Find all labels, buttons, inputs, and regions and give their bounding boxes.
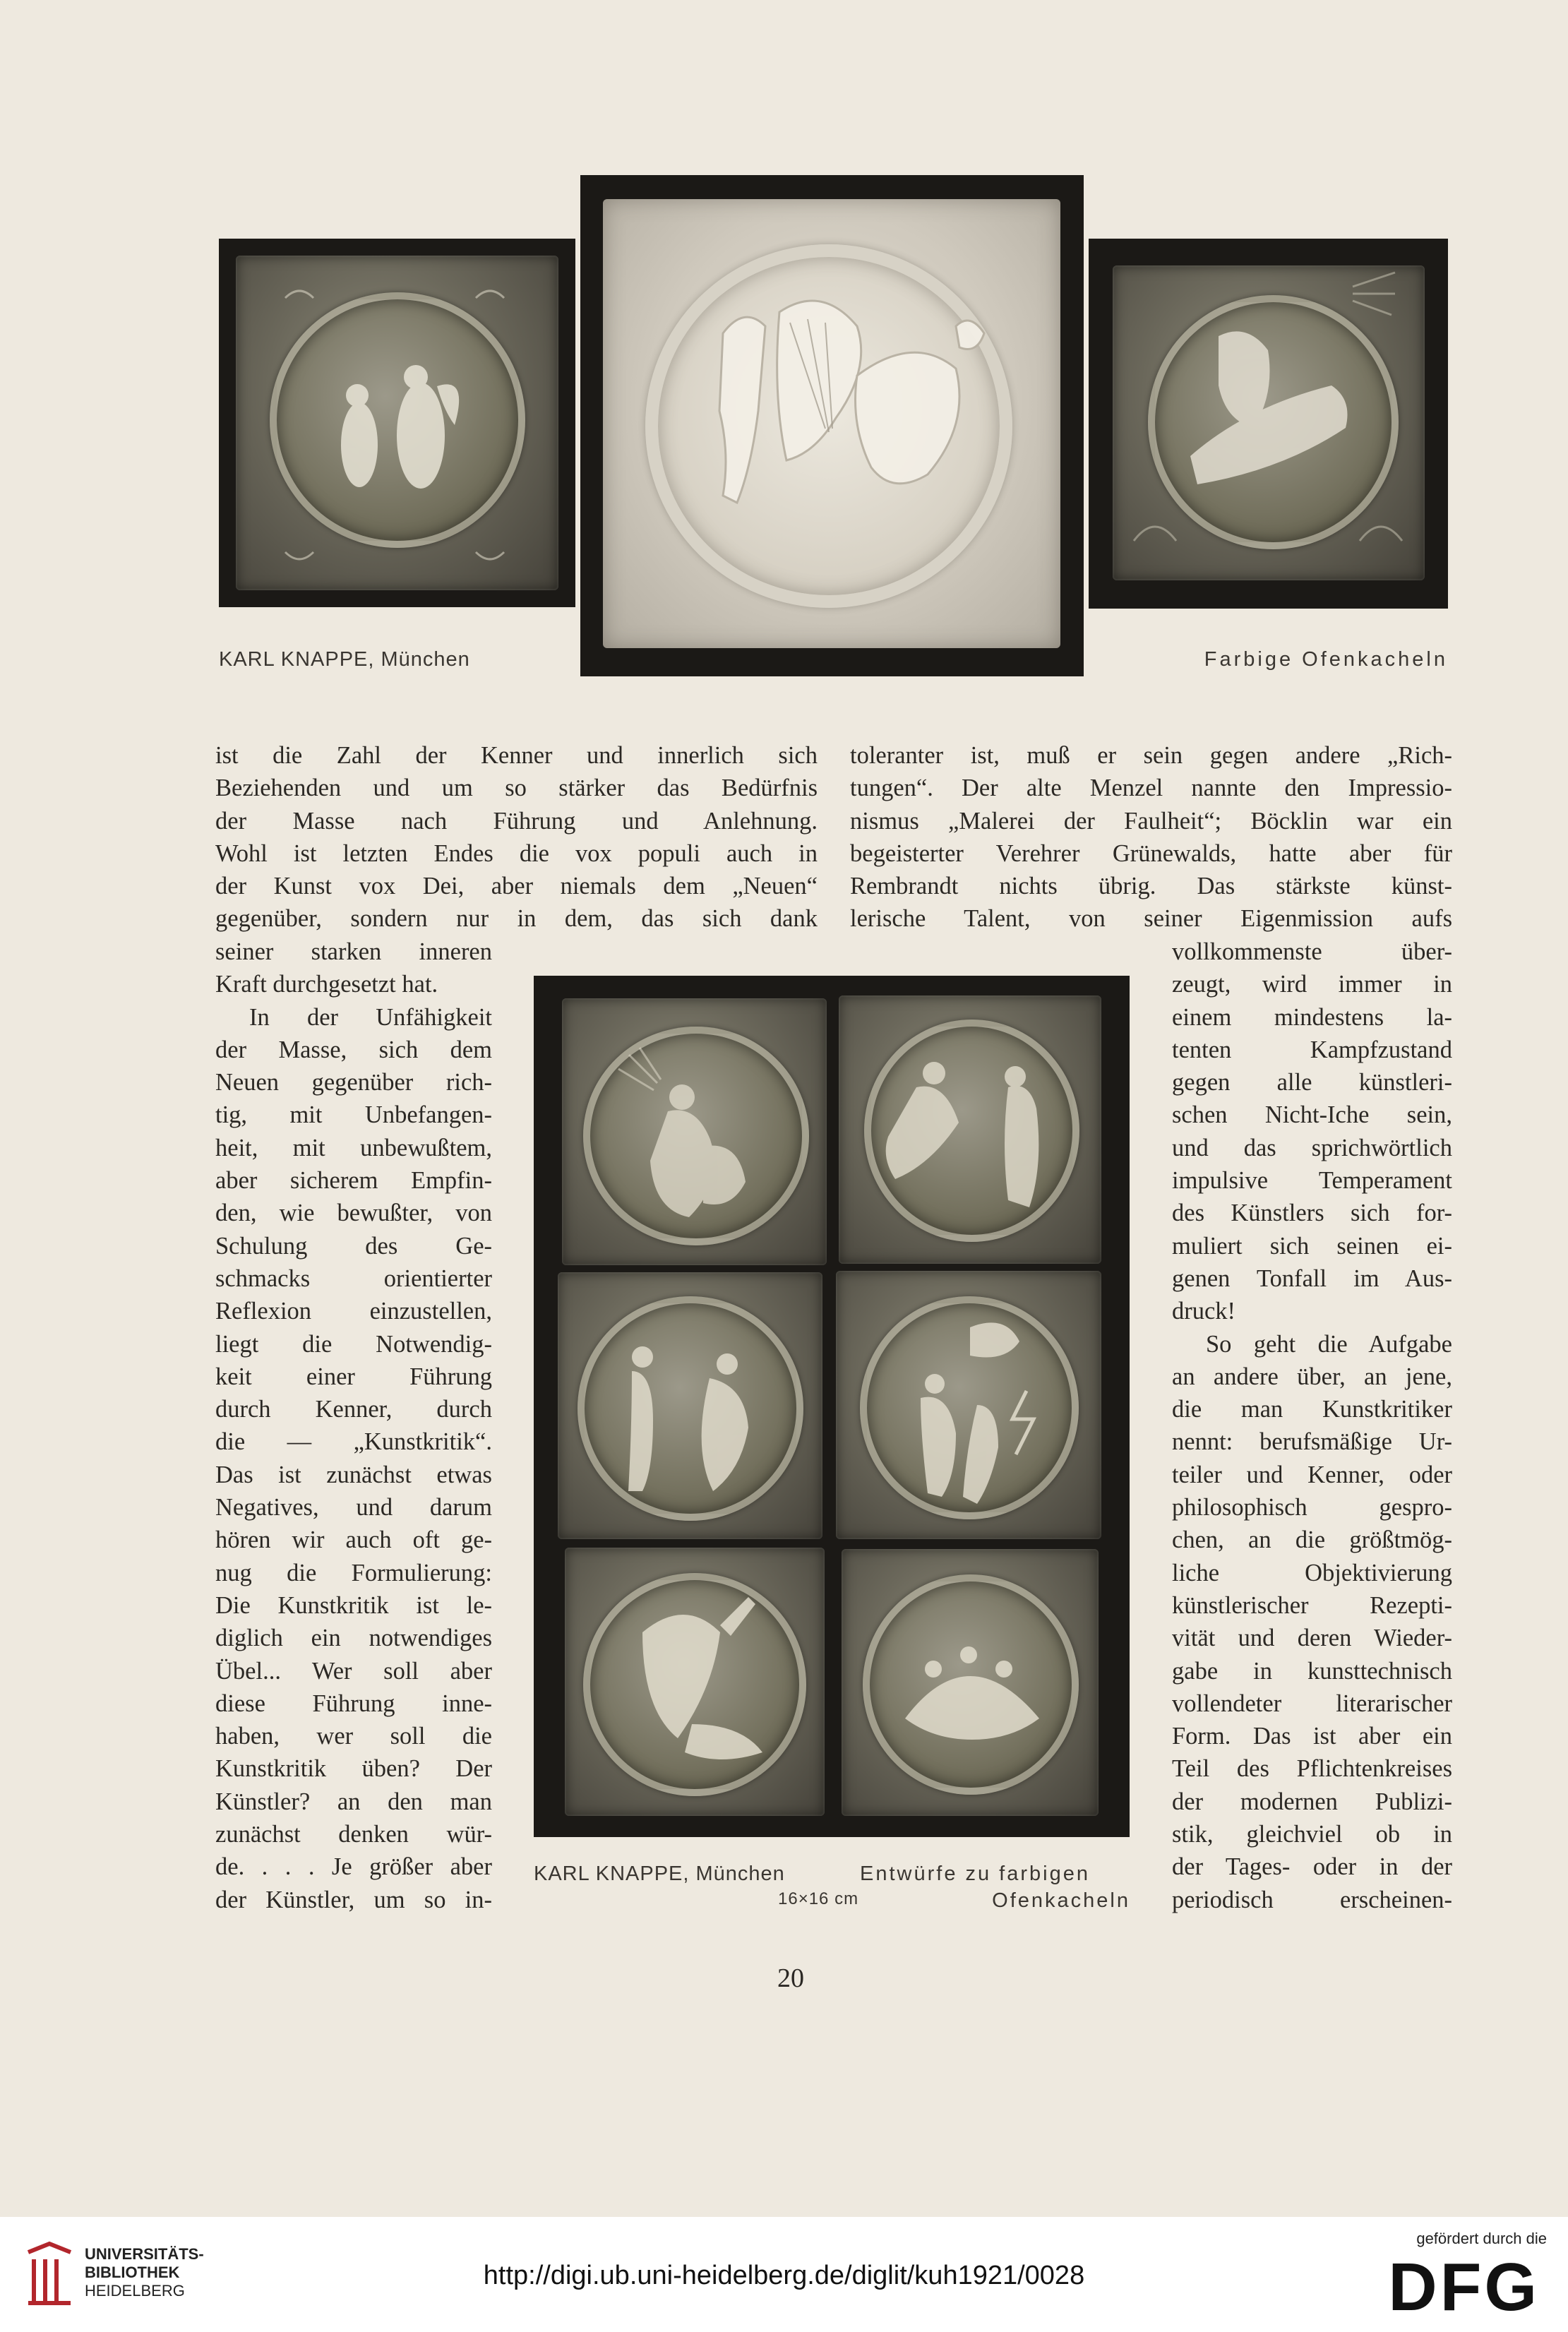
photo-tile-central-relief — [580, 175, 1084, 676]
text-line: begeisterter Verehrer Grünewalds, hatte aber für — [850, 839, 1452, 867]
library-line-2: BIBLIOTHEK — [85, 2264, 180, 2281]
inner-caption-title-2: Ofenkacheln — [992, 1889, 1130, 1912]
right-column-top — [850, 739, 1452, 935]
funding-note: gefördert durch die — [1416, 2230, 1547, 2247]
text-line: zunächst denken wür- — [215, 1821, 492, 1848]
dfg-logo: DFG — [1388, 2249, 1540, 2325]
left-column-narrow — [215, 935, 492, 1916]
text-line: tungen“. Der alte Menzel nannte den Impressio- — [850, 775, 1452, 802]
text-line: liche Objektivierung — [1172, 1559, 1452, 1586]
text-line: des Künstlers sich for- — [1172, 1200, 1452, 1227]
text-line: der modernen Publizi- — [1172, 1788, 1452, 1815]
left-column-top — [215, 739, 818, 935]
text-line: liegt die Notwendig- — [215, 1330, 492, 1358]
text-line: toleranter ist, muß er sein gegen andere „Rich- — [850, 742, 1452, 769]
text-line: stik, gleichviel ob in — [1172, 1821, 1452, 1848]
text-line: hören wir auch oft ge- — [215, 1526, 492, 1554]
text-line: der Kunst vox Dei, aber niemals dem „Neuen“ — [215, 873, 818, 900]
text-line: der Künstler, um so in- — [215, 1886, 492, 1913]
top-caption-title: Farbige Ofenkacheln — [1204, 648, 1448, 671]
inner-caption-title-1: Entwürfe zu farbigen — [860, 1862, 1090, 1885]
text-line: an andere über, an jene, — [1172, 1363, 1452, 1390]
text-line: Beziehenden und um so stärker das Bedürfnis — [215, 775, 818, 802]
tile-design-6 — [842, 1549, 1099, 1816]
text-line: zeugt, wird immer in — [1172, 971, 1452, 998]
source-url-link[interactable]: http://digi.ub.uni-heidelberg.de/diglit/kuh1921/0028 — [483, 2261, 1085, 2290]
text-line: durch Kenner, durch — [215, 1396, 492, 1423]
text-line: Übel... Wer soll aber — [215, 1657, 492, 1685]
text-line: die man Kunstkritiker — [1172, 1396, 1452, 1423]
text-line: den, wie bewußter, von — [215, 1200, 492, 1227]
text-line: keit einer Führung — [215, 1363, 492, 1390]
text-line: gabe in kunsttechnisch — [1172, 1657, 1452, 1685]
page-number: 20 — [777, 1963, 804, 1993]
text-line: Das ist zunächst etwas — [215, 1461, 492, 1488]
text-line: der Masse nach Führung und Anlehnung. — [215, 807, 818, 835]
text-line: Schulung des Ge- — [215, 1232, 492, 1260]
text-line: aber sicherem Empfin- — [215, 1167, 492, 1195]
text-line: künstlerischer Rezepti- — [1172, 1591, 1452, 1619]
text-line: Rembrandt nichts übrig. Das stärkste künst- — [850, 873, 1452, 900]
text-line: Die Kunstkritik ist le- — [215, 1591, 492, 1619]
text-line: gegen alle künstleri- — [1172, 1069, 1452, 1096]
text-line: der Masse, sich dem — [215, 1036, 492, 1063]
text-line: muliert sich seinen ei- — [1172, 1232, 1452, 1260]
tile-design-5 — [565, 1548, 825, 1816]
text-line: teiler und Kenner, oder — [1172, 1461, 1452, 1488]
text-line: vität und deren Wieder- — [1172, 1625, 1452, 1652]
text-line: lerische Talent, von seiner Eigenmission aufs — [850, 905, 1452, 933]
tile-design-1 — [562, 998, 827, 1265]
digitization-footer — [0, 2217, 1568, 2332]
text-line: chen, an die größtmög- — [1172, 1526, 1452, 1554]
text-line: schen Nicht-Iche sein, — [1172, 1101, 1452, 1129]
text-line: vollendeter literarischer — [1172, 1690, 1452, 1717]
text-line: de. . . . Je größer aber — [215, 1853, 492, 1881]
text-line: heit, mit unbewußtem, — [215, 1134, 492, 1161]
text-line: schmacks orientierter — [215, 1264, 492, 1292]
text-line: vollkommenste über- — [1172, 938, 1452, 965]
text-line: tig, mit Unbefangen- — [215, 1101, 492, 1129]
text-line: der Tages- oder in der — [1172, 1853, 1452, 1881]
text-line: diese Führung inne- — [215, 1690, 492, 1717]
text-line: ist die Zahl der Kenner und innerlich sich — [215, 742, 818, 769]
library-line-1: UNIVERSITÄTS- — [85, 2245, 204, 2263]
text-line: nismus „Malerei der Faulheit“; Böcklin war ein — [850, 807, 1452, 835]
text-line: genen Tonfall im Aus- — [1172, 1264, 1452, 1292]
right-column-narrow — [1172, 935, 1452, 1916]
text-line: druck! — [1172, 1298, 1236, 1325]
top-caption-artist: KARL KNAPPE, München — [219, 648, 470, 671]
text-line: und das sprichwörtlich — [1172, 1134, 1452, 1161]
text-line: haben, wer soll die — [215, 1723, 492, 1750]
text-line: Negatives, und darum — [215, 1494, 492, 1521]
text-line: diglich ein notwendiges — [215, 1625, 492, 1652]
inner-caption-size: 16×16 cm — [778, 1889, 859, 1908]
text-line: einem mindestens la- — [1172, 1003, 1452, 1031]
tile-design-3 — [558, 1272, 822, 1539]
text-line: philosophisch gespro- — [1172, 1494, 1452, 1521]
text-line: tenten Kampfzustand — [1172, 1036, 1452, 1063]
text-line: seiner starken inneren — [215, 938, 492, 965]
text-line: gegenüber, sondern nur in dem, das sich dank — [215, 905, 818, 933]
tile-design-2 — [839, 995, 1101, 1264]
text-line: periodisch erscheinen- — [1172, 1886, 1452, 1913]
text-line: Reflexion einzustellen, — [215, 1298, 492, 1325]
text-line: Künstler? an den man — [215, 1788, 492, 1815]
library-line-3: HEIDELBERG — [85, 2282, 185, 2300]
text-line: In der Unfähigkeit — [249, 1003, 492, 1031]
tile-design-4 — [836, 1271, 1101, 1539]
text-line: So geht die Aufgabe — [1206, 1330, 1452, 1358]
text-line: Kraft durchgesetzt hat. — [215, 971, 438, 998]
text-line: die — „Kunstkritik“. — [215, 1428, 492, 1456]
photo-tile-annunciation — [219, 239, 575, 607]
inner-caption-artist: KARL KNAPPE, München — [534, 1862, 785, 1885]
text-line: Form. Das ist aber ein — [1172, 1723, 1452, 1750]
text-line: Kunstkritik üben? Der — [215, 1755, 492, 1783]
text-line: Wohl ist letzten Endes die vox populi auch in — [215, 839, 818, 867]
text-line: impulsive Temperament — [1172, 1167, 1452, 1195]
photo-tile-pieta — [1089, 239, 1448, 609]
text-line: Neuen gegenüber rich- — [215, 1069, 492, 1096]
photo-six-tile-designs — [534, 976, 1130, 1837]
text-line: nug die Formulierung: — [215, 1559, 492, 1586]
text-line: nennt: berufsmäßige Ur- — [1172, 1428, 1452, 1456]
text-line: Teil des Pflichtenkreises — [1172, 1755, 1452, 1783]
